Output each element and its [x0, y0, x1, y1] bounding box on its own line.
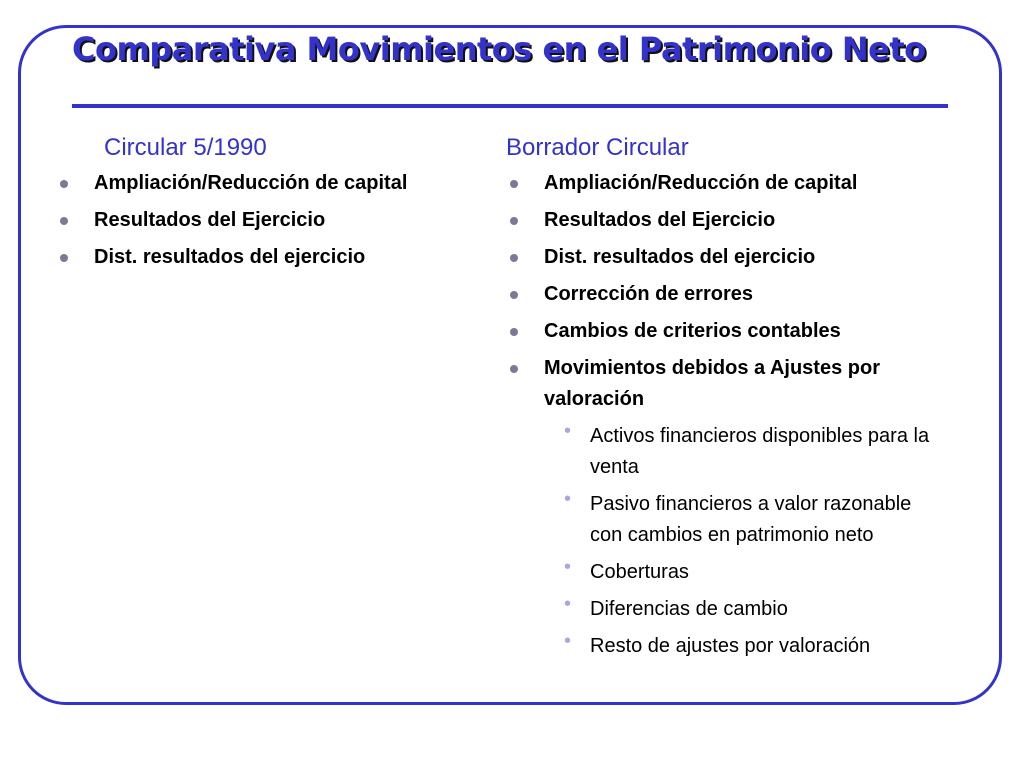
list-item-text: Ampliación/Reducción de capital	[544, 172, 858, 194]
list-item	[508, 205, 948, 236]
list-item	[58, 242, 478, 273]
list-item	[58, 168, 478, 199]
right-column-heading: Borrador Circular	[506, 134, 689, 161]
left-bullet-list	[58, 168, 478, 279]
bullet-dot-icon	[60, 180, 68, 188]
list-item	[508, 168, 948, 199]
sub-list-item	[554, 421, 948, 483]
bullet-dot-icon	[60, 254, 68, 262]
list-item	[508, 279, 948, 310]
sub-list-item-text: Diferencias de cambio	[590, 598, 788, 620]
sub-bullet-icon: •	[564, 488, 572, 510]
bullet-dot-icon	[510, 217, 518, 225]
sub-list-item-text: Resto de ajustes por valoración	[590, 635, 871, 657]
list-item	[58, 205, 478, 236]
bullet-dot-icon	[510, 291, 518, 299]
list-item-text: Cambios de criterios contables	[544, 320, 841, 342]
list-item-text: Movimientos debidos a Ajustes por valoración	[544, 357, 880, 410]
sub-bullet-icon: •	[564, 593, 572, 615]
sub-bullet-list	[554, 421, 948, 662]
list-item-text: Dist. resultados del ejercicio	[544, 246, 816, 268]
sub-bullet-icon: •	[564, 556, 572, 578]
sub-list-item-text: Coberturas	[590, 561, 689, 583]
right-bullet-list	[508, 168, 948, 668]
sub-list-item	[554, 557, 948, 588]
sub-list-item	[554, 594, 948, 625]
list-item	[508, 316, 948, 347]
slide-title: Comparativa Movimientos en el Patrimonio Neto	[72, 30, 926, 68]
sub-list-item-text: Activos financieros disponibles para la venta	[590, 425, 930, 478]
bullet-dot-icon	[510, 328, 518, 336]
list-item-text: Ampliación/Reducción de capital	[94, 172, 408, 194]
left-column-heading: Circular 5/1990	[104, 134, 267, 161]
bullet-dot-icon	[60, 217, 68, 225]
sub-list-item-text: Pasivo financieros a valor razonable con cambios en patrimonio neto	[590, 493, 912, 546]
sub-list-item	[554, 489, 948, 551]
title-underline	[72, 104, 948, 108]
list-item	[508, 242, 948, 273]
list-item-text: Resultados del Ejercicio	[94, 209, 326, 231]
sub-list-item	[554, 631, 948, 662]
bullet-dot-icon	[510, 254, 518, 262]
list-item-text: Corrección de errores	[544, 283, 753, 305]
bullet-dot-icon	[510, 180, 518, 188]
list-item-text: Resultados del Ejercicio	[544, 209, 776, 231]
sub-bullet-icon: •	[564, 420, 572, 442]
list-item	[508, 353, 948, 662]
list-item-text: Dist. resultados del ejercicio	[94, 246, 366, 268]
sub-bullet-icon: •	[564, 630, 572, 652]
bullet-dot-icon	[510, 365, 518, 373]
